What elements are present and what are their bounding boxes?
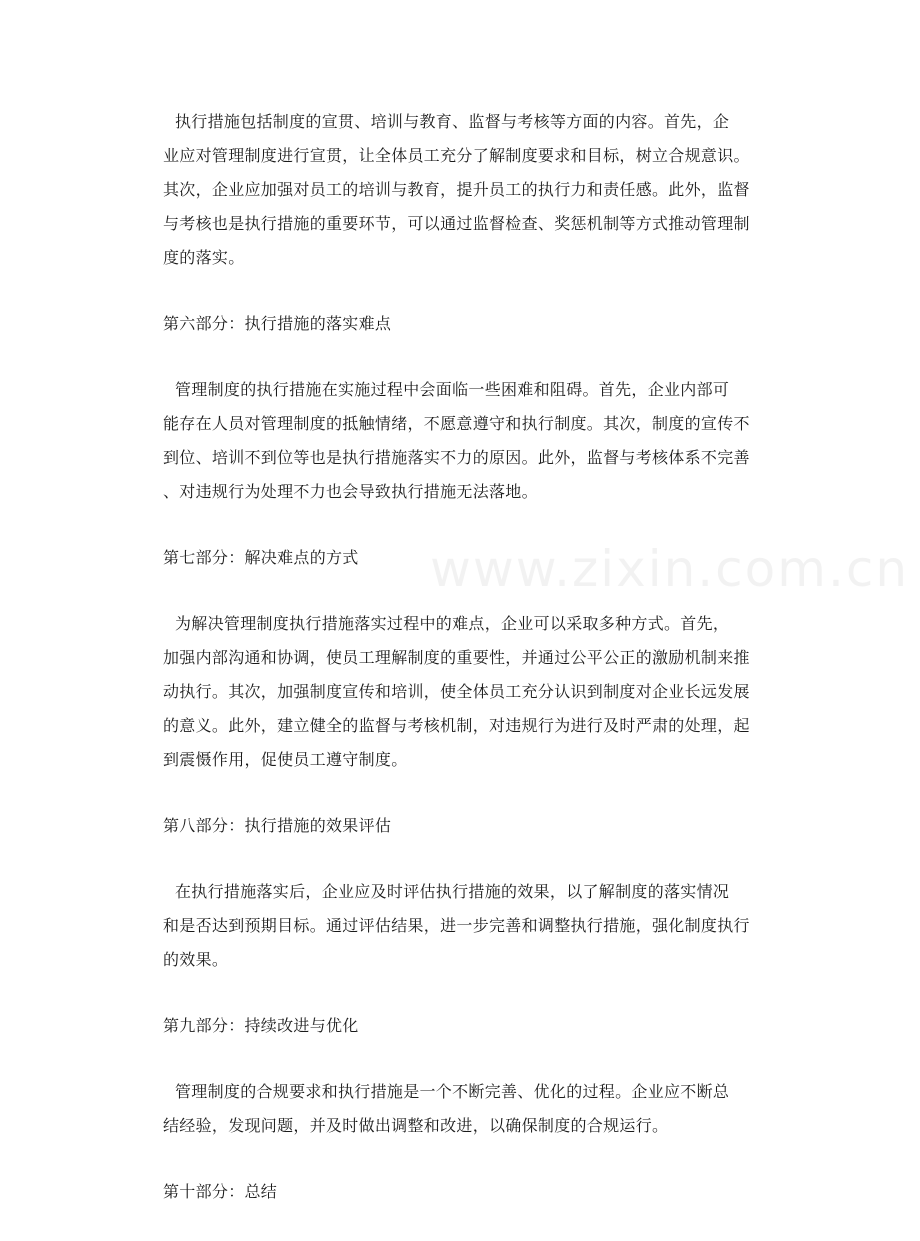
section-heading: 第八部分：执行措施的效果评估 — [163, 816, 392, 835]
watermark: www.zixin.com.cn — [430, 540, 910, 598]
paragraph-line: 的意义。此外，建立健全的监督与考核机制，对违规行为进行及时严肃的处理，起 — [163, 716, 750, 735]
paragraph — [163, 105, 777, 275]
paragraph-line: 到震慑作用，促使员工遵守制度。 — [163, 750, 408, 769]
paragraph-line: 结经验，发现问题，并及时做出调整和改进，以确保制度的合规运行。 — [163, 1116, 669, 1135]
paragraph-line: 到位、培训不到位等也是执行措施落实不力的原因。此外，监督与考核体系不完善 — [163, 448, 750, 467]
paragraph-line: 的效果。 — [163, 950, 229, 969]
paragraph-line: 、对违规行为处理不力也会导致执行措施无法落地。 — [163, 482, 538, 501]
section-heading: 第九部分：持续改进与优化 — [163, 1016, 359, 1035]
paragraph-line: 动执行。其次，加强制度宣传和培训，使全体员工充分认识到制度对企业长远发展 — [163, 682, 750, 701]
paragraph-line: 在执行措施落实后，企业应及时评估执行措施的效果，以了解制度的落实情况 — [175, 882, 730, 901]
paragraph-line: 为解决管理制度执行措施落实过程中的难点，企业可以采取多种方式。首先， — [175, 614, 730, 633]
paragraph — [163, 875, 777, 977]
paragraph-line: 加强内部沟通和协调，使员工理解制度的重要性，并通过公平公正的激励机制来推 — [163, 648, 750, 667]
paragraph-line: 管理制度的合规要求和执行措施是一个不断完善、优化的过程。企业应不断总 — [175, 1082, 730, 1101]
paragraph-line: 和是否达到预期目标。通过评估结果，进一步完善和调整执行措施，强化制度执行 — [163, 916, 750, 935]
document-body — [163, 105, 777, 1241]
section-heading: 第七部分：解决难点的方式 — [163, 548, 359, 567]
paragraph-line: 执行措施包括制度的宣贯、培训与教育、监督与考核等方面的内容。首先，企 — [175, 112, 730, 131]
paragraph — [163, 373, 777, 509]
paragraph-line: 管理制度的执行措施在实施过程中会面临一些困难和阻碍。首先，企业内部可 — [175, 380, 730, 399]
paragraph — [163, 607, 777, 777]
paragraph-line: 其次，企业应加强对员工的培训与教育，提升员工的执行力和责任感。此外，监督 — [163, 180, 750, 199]
paragraph-line: 业应对管理制度进行宣贯，让全体员工充分了解制度要求和目标，树立合规意识。 — [163, 146, 750, 165]
section-heading: 第十部分：总结 — [163, 1182, 278, 1201]
paragraph-line: 度的落实。 — [163, 248, 245, 267]
paragraph — [163, 1075, 777, 1143]
section-heading: 第六部分：执行措施的落实难点 — [163, 314, 392, 333]
paragraph-line: 能存在人员对管理制度的抵触情绪，不愿意遵守和执行制度。其次，制度的宣传不 — [163, 414, 750, 433]
paragraph-line: 与考核也是执行措施的重要环节，可以通过监督检查、奖惩机制等方式推动管理制 — [163, 214, 750, 233]
